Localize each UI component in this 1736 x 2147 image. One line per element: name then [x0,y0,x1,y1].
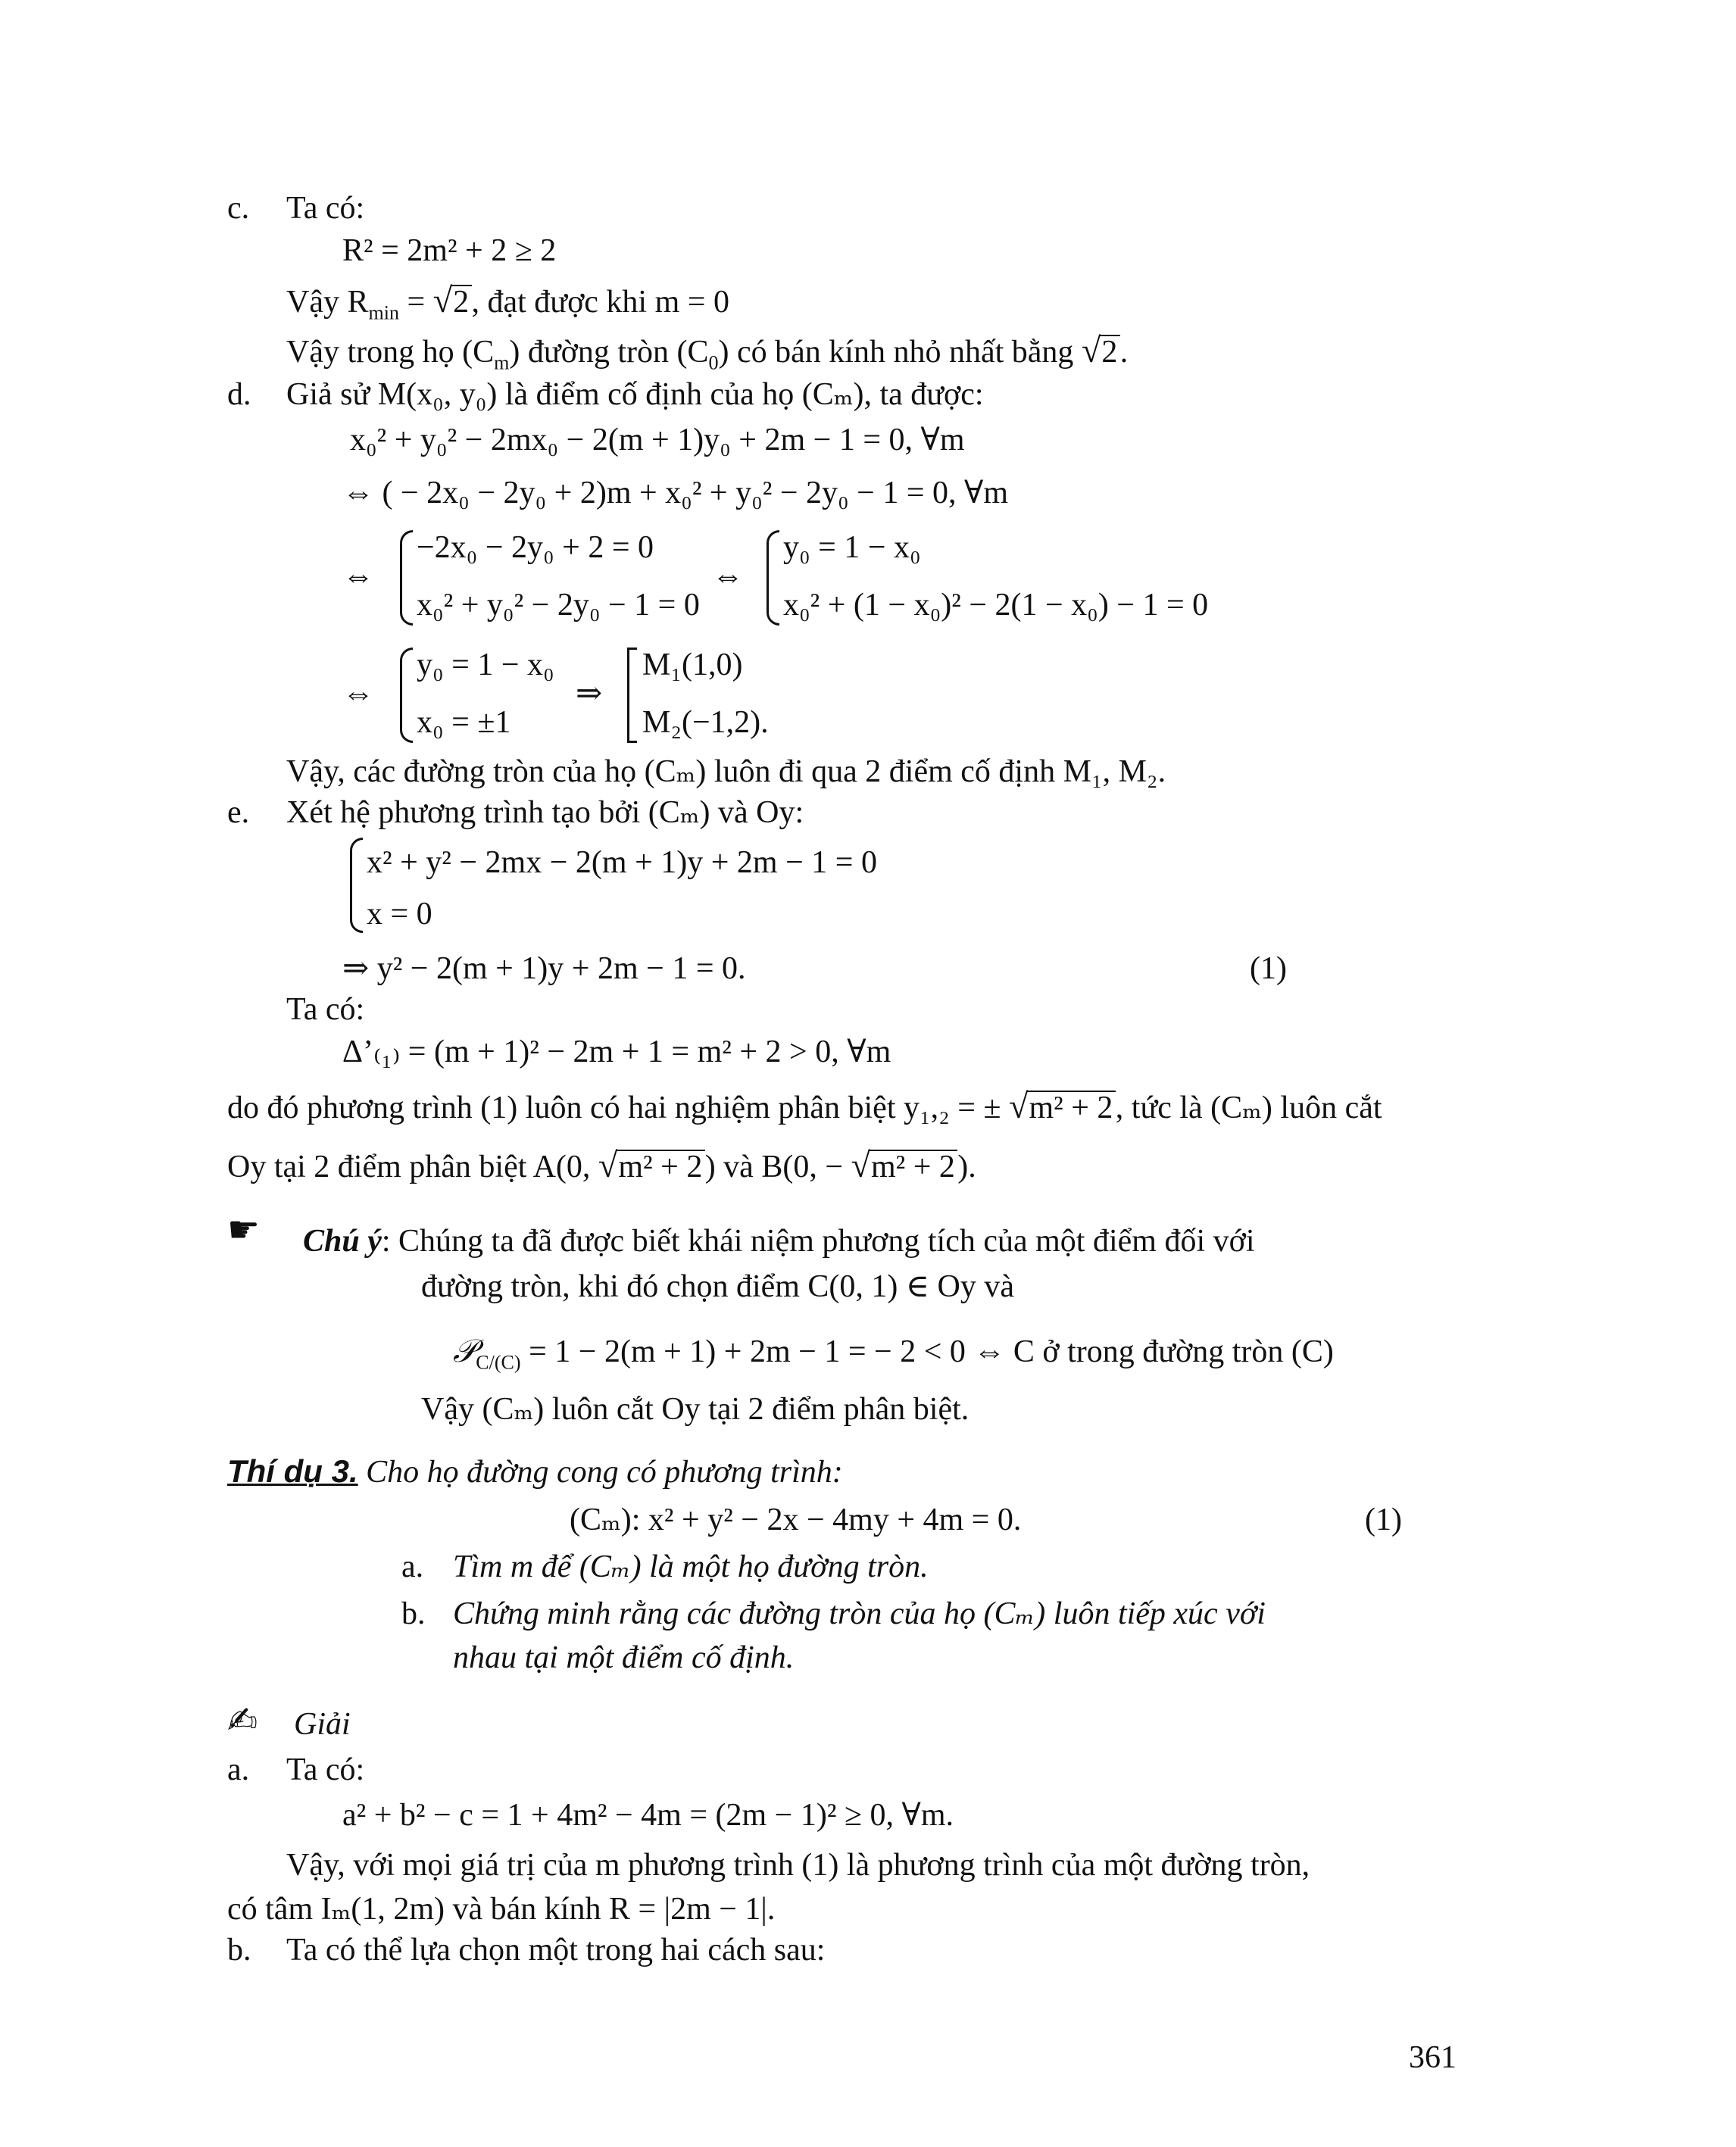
brace [400,530,413,626]
text: 0 [708,351,719,374]
radicand: 2 [451,285,472,318]
equiv-symbol: ⇔ [342,676,374,711]
example3-equation: (Cₘ): x² + y² − 2x − 4my + 4m = 0. [570,1503,1022,1537]
part-d-line3: ⇔ ( − 2x₀ − 2y₀ + 2)m + x₀² + y₀² − 2y₀ − 1 = 0, ∀m [342,476,1009,510]
system3-eq2: x₀ = ±1 [417,705,511,740]
radicand: m² + 2 [869,1150,958,1183]
sqrt [1009,1091,1116,1124]
system2-eq2: x₀² + (1 − x₀)² − 2(1 − x₀) − 1 = 0 [783,588,1209,623]
solution-m1: M₁(1,0) [642,648,743,682]
text: M₂(−1,2) [642,705,761,740]
text: ) và B(0, − [704,1150,851,1184]
part-d-line1: Giả sử M(x₀, y₀) là điểm cố định của họ (Cₘ), ta được: [286,377,984,412]
text: . [1119,335,1129,370]
bracket [627,648,637,743]
page-number: 361 [1409,2040,1457,2075]
sqrt [598,1150,705,1183]
text: Vậy R [286,285,369,320]
text: = [399,285,433,320]
solution-b-label: b. [227,1933,251,1968]
brace [767,530,779,626]
question-b-line1: Chứng minh rằng các đường tròn của họ (Cₘ) luôn tiếp xúc với [453,1596,1266,1631]
part-c-label: c. [227,191,250,226]
brace [350,838,363,933]
text: Vậy trong họ (C [286,335,495,370]
brace [400,648,413,743]
system1-eq1: −2x₀ − 2y₀ + 2 = 0 [417,530,654,565]
sqrt [1082,335,1120,368]
part-e-line3: Ta có: [286,992,365,1027]
text: , tức là (Cₘ) luôn cắt [1115,1091,1382,1125]
question-b-line2: nhau tại một điểm cố định. [453,1640,795,1675]
solution-a-line1: Ta có: [286,1752,365,1787]
system3-eq1: y₀ = 1 − x₀ [417,648,554,682]
equiv-symbol: ⇔ [342,559,374,594]
solution-title: Giải [294,1707,351,1742]
pointing-hand-icon: ☛ [227,1209,261,1251]
sqrt [851,1150,958,1183]
part-e-line2: ⇒ y² − 2(m + 1)y + 2m − 1 = 0. [342,951,746,986]
example3-eqnum: (1) [1365,1503,1402,1537]
part-e-line6 [227,1150,976,1183]
power-symbol: 𝒫 [453,1334,476,1369]
part-e-line1: Xét hệ phương trình tạo bởi (Cₘ) và Oy: [286,795,804,830]
radicand: m² + 2 [616,1150,705,1183]
equiv-symbol: ⇔ [712,559,744,594]
solution-a-label: a. [227,1752,250,1787]
question-a: Tìm m để (Cₘ) là một họ đường tròn. [453,1549,929,1584]
text: ). [957,1150,976,1184]
solution-m2: M₂(−1,2). [642,705,769,740]
text: do đó phương trình (1) luôn có hai nghiệm phân biệt y₁,₂ = ± [227,1091,1010,1125]
part-c-line2: R² = 2m² + 2 ≥ 2 [342,233,557,268]
text: ) đường tròn (C [509,335,709,370]
radicand: 2 [1099,335,1120,368]
part-e-line5 [227,1091,1382,1124]
note-line3 [453,1334,1334,1374]
system1-eq2: x₀² + y₀² − 2y₀ − 1 = 0 [417,588,700,623]
part-e-label: e. [227,795,250,830]
system2-eq1: y₀ = 1 − x₀ [783,530,921,565]
solution-b-line1: Ta có thể lựa chọn một trong hai cách sau: [286,1933,826,1968]
example3-heading [227,1453,843,1490]
text: C/(C) [476,1351,521,1374]
text: ) có bán kính nhỏ nhất bằng [718,335,1082,370]
part-c-line4 [286,335,1129,374]
text: , đạt được khi m = 0 [471,285,729,320]
part-d-label: d. [227,377,251,412]
part-e-line4: Δ’₍₁₎ = (m + 1)² − 2m + 1 = m² + 2 > 0, ∀m [342,1034,891,1069]
text: = 1 − 2(m + 1) + 2m − 1 = − 2 < 0 ⇔ C ở trong đường tròn (C) [520,1334,1334,1369]
solution-a-line4: có tâm Iₘ(1, 2m) và bán kính R = |2m − 1|. [227,1892,776,1927]
question-b-label: b. [401,1596,426,1631]
note-title: Chú ý [303,1224,382,1259]
equation-number: (1) [1250,951,1287,986]
text: Oy tại 2 điểm phân biệt A(0, [227,1150,598,1184]
note-line4: Vậy (Cₘ) luôn cắt Oy tại 2 điểm phân biệt. [421,1392,969,1427]
note-line2: đường tròn, khi đó chọn điểm C(0, 1) ∈ Oy và [421,1269,1014,1304]
text: min [368,301,399,324]
sqrt [433,285,472,318]
question-a-label: a. [401,1549,424,1584]
note-line1 [303,1225,1255,1257]
text: m [494,351,510,374]
part-c-line3 [286,285,729,324]
example3-title: Thí dụ 3. [227,1453,358,1489]
solution-a-line3: Vậy, với mọi giá trị của m phương trình (1) là phương trình của một đường tròn, [286,1848,1310,1883]
system-oy-eq1: x² + y² − 2mx − 2(m + 1)y + 2m − 1 = 0 [367,845,877,880]
part-c-line1: Ta có: [286,191,365,226]
example3-intro: Cho họ đường cong có phương trình: [366,1455,843,1490]
part-d-line2: x₀² + y₀² − 2mx₀ − 2(m + 1)y₀ + 2m − 1 = 0, ∀m [350,423,965,457]
writing-hand-icon: ✍ [227,1699,258,1742]
radicand: m² + 2 [1026,1091,1116,1124]
text: : Chúng ta đã được biết khái niệm phương tích của một điểm đối với [381,1224,1255,1259]
implies-symbol: ⇒ [576,676,603,711]
part-d-conclusion: Vậy, các đường tròn của họ (Cₘ) luôn đi qua 2 điểm cố định M₁, M₂. [286,754,1166,789]
system-oy-eq2: x = 0 [367,897,432,932]
solution-a-line2: a² + b² − c = 1 + 4m² − 4m = (2m − 1)² ≥ 0, ∀m. [342,1798,954,1833]
